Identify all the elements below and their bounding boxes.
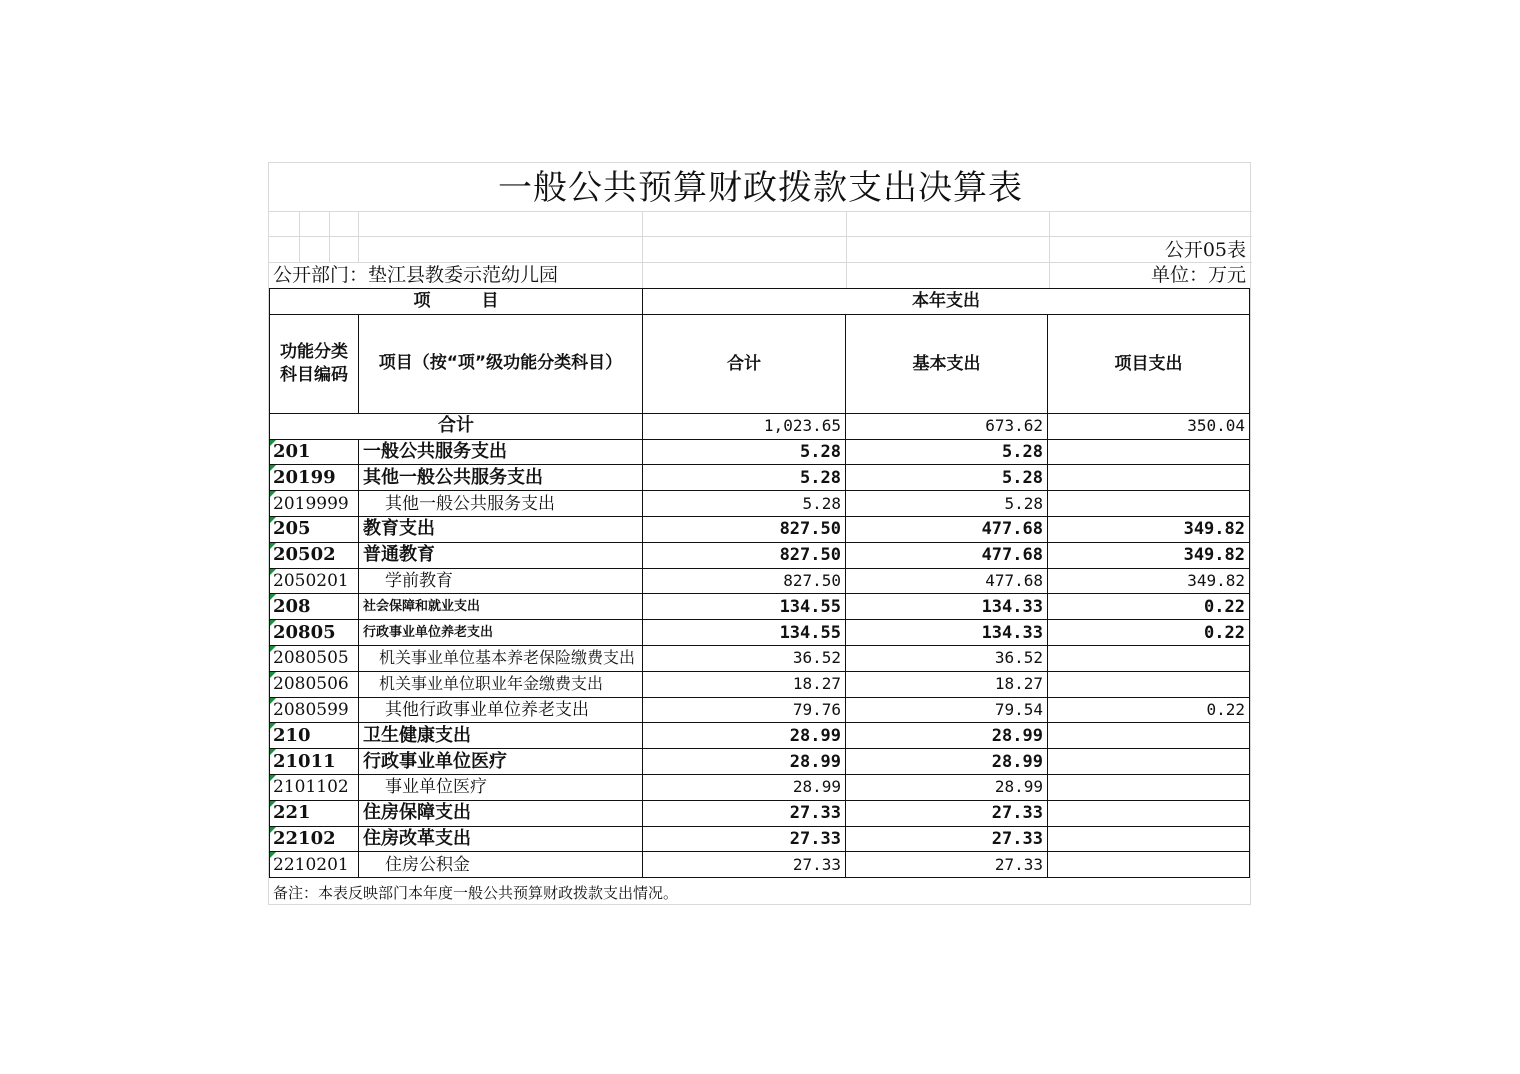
row-name: 其他行政事业单位养老支出 [358,697,642,723]
row-code: 201 [270,439,359,465]
table-row [270,852,1250,878]
row-name: 事业单位医疗 [358,774,642,800]
table-row [270,542,1250,568]
expenditure-table [269,288,1250,878]
gridline [269,211,1252,212]
row-basic: 27.33 [845,852,1047,878]
row-name: 机关事业单位职业年金缴费支出 [358,671,642,697]
row-name: 行政事业单位养老支出 [358,620,642,646]
header-project: 项目支出 [1047,314,1249,413]
row-code: 22102 [270,826,359,852]
header-code: 功能分类科目编码 [270,314,359,413]
row-project [1047,852,1249,878]
table-row [270,671,1250,697]
row-project: 349.82 [1047,542,1249,568]
table-row [270,491,1250,517]
row-project [1047,491,1249,517]
summary-project: 350.04 [1047,413,1249,439]
gridline [269,236,1252,237]
row-code: 210 [270,723,359,749]
row-name: 学前教育 [358,568,642,594]
row-basic: 27.33 [845,800,1047,826]
gridline [846,211,847,288]
row-code: 20805 [270,620,359,646]
table-row [270,594,1250,620]
gridline [329,211,330,262]
table-row [270,465,1250,491]
row-code: 2210201 [270,852,359,878]
row-code: 205 [270,516,359,542]
row-basic: 477.68 [845,542,1047,568]
row-basic: 36.52 [845,645,1047,671]
row-project [1047,645,1249,671]
row-total: 28.99 [642,723,845,749]
row-name: 住房保障支出 [358,800,642,826]
row-total: 27.33 [642,852,845,878]
row-total: 5.28 [642,491,845,517]
row-code: 2019999 [270,491,359,517]
row-code: 2080599 [270,697,359,723]
row-name: 社会保障和就业支出 [358,594,642,620]
header-year-group: 本年支出 [642,289,1249,315]
summary-total: 1,023.65 [642,413,845,439]
table-row [270,516,1250,542]
table-row [270,620,1250,646]
row-basic: 477.68 [845,568,1047,594]
header-item-group: 项 目 [270,289,643,315]
row-name: 行政事业单位医疗 [358,749,642,775]
row-name: 一般公共服务支出 [358,439,642,465]
row-project [1047,774,1249,800]
row-basic: 5.28 [845,439,1047,465]
row-total: 134.55 [642,620,845,646]
table-row [270,697,1250,723]
row-total: 27.33 [642,826,845,852]
row-code: 208 [270,594,359,620]
row-project [1047,723,1249,749]
row-total: 134.55 [642,594,845,620]
row-project: 0.22 [1047,594,1249,620]
table-row [270,826,1250,852]
row-code: 2080505 [270,645,359,671]
row-project: 349.82 [1047,516,1249,542]
row-total: 36.52 [642,645,845,671]
row-name: 住房公积金 [358,852,642,878]
row-name: 教育支出 [358,516,642,542]
page-title: 一般公共预算财政拨款支出决算表 [498,168,1023,208]
row-name: 住房改革支出 [358,826,642,852]
row-basic: 28.99 [845,723,1047,749]
row-project [1047,465,1249,491]
header-total: 合计 [642,314,845,413]
row-project [1047,749,1249,775]
row-total: 827.50 [642,542,845,568]
row-basic: 5.28 [845,465,1047,491]
row-total: 827.50 [642,516,845,542]
row-code: 20199 [270,465,359,491]
row-project: 0.22 [1047,620,1249,646]
row-total: 5.28 [642,439,845,465]
row-code: 21011 [270,749,359,775]
department-label: 公开部门：垫江县教委示范幼儿园 [273,264,559,286]
row-project [1047,671,1249,697]
footnote: 备注：本表反映部门本年度一般公共预算财政拨款支出情况。 [273,884,679,902]
row-basic: 134.33 [845,594,1047,620]
table-row [270,749,1250,775]
table-id-label: 公开05表 [1164,239,1246,261]
header-basic: 基本支出 [845,314,1047,413]
row-total: 827.50 [642,568,845,594]
summary-label: 合计 [270,413,643,439]
row-code: 2080506 [270,671,359,697]
row-basic: 134.33 [845,620,1047,646]
table-row [270,568,1250,594]
row-basic: 28.99 [845,749,1047,775]
row-basic: 28.99 [845,774,1047,800]
row-total: 5.28 [642,465,845,491]
row-code: 221 [270,800,359,826]
row-name: 其他一般公共服务支出 [358,491,642,517]
row-total: 28.99 [642,749,845,775]
row-total: 28.99 [642,774,845,800]
summary-basic: 673.62 [845,413,1047,439]
gridline [642,211,643,288]
gridline [299,211,300,262]
row-project [1047,439,1249,465]
gridline [1049,211,1050,288]
table-row [270,723,1250,749]
table-row [270,645,1250,671]
row-code: 2050201 [270,568,359,594]
unit-label: 单位：万元 [1150,264,1246,286]
row-basic: 477.68 [845,516,1047,542]
gridline [358,211,359,262]
row-name: 机关事业单位基本养老保险缴费支出 [358,645,642,671]
table-row [270,800,1250,826]
row-basic: 18.27 [845,671,1047,697]
row-basic: 5.28 [845,491,1047,517]
row-name: 卫生健康支出 [358,723,642,749]
row-total: 27.33 [642,800,845,826]
row-project [1047,826,1249,852]
summary-row [270,413,1250,439]
row-basic: 79.54 [845,697,1047,723]
row-basic: 27.33 [845,826,1047,852]
row-project [1047,800,1249,826]
table-row [270,439,1250,465]
spreadsheet-page [268,162,1251,905]
row-name: 其他一般公共服务支出 [358,465,642,491]
row-project: 0.22 [1047,697,1249,723]
row-project: 349.82 [1047,568,1249,594]
row-code: 20502 [270,542,359,568]
row-name: 普通教育 [358,542,642,568]
row-code: 2101102 [270,774,359,800]
table-row [270,774,1250,800]
row-total: 18.27 [642,671,845,697]
header-name: 项目（按“项”级功能分类科目） [358,314,642,413]
row-total: 79.76 [642,697,845,723]
